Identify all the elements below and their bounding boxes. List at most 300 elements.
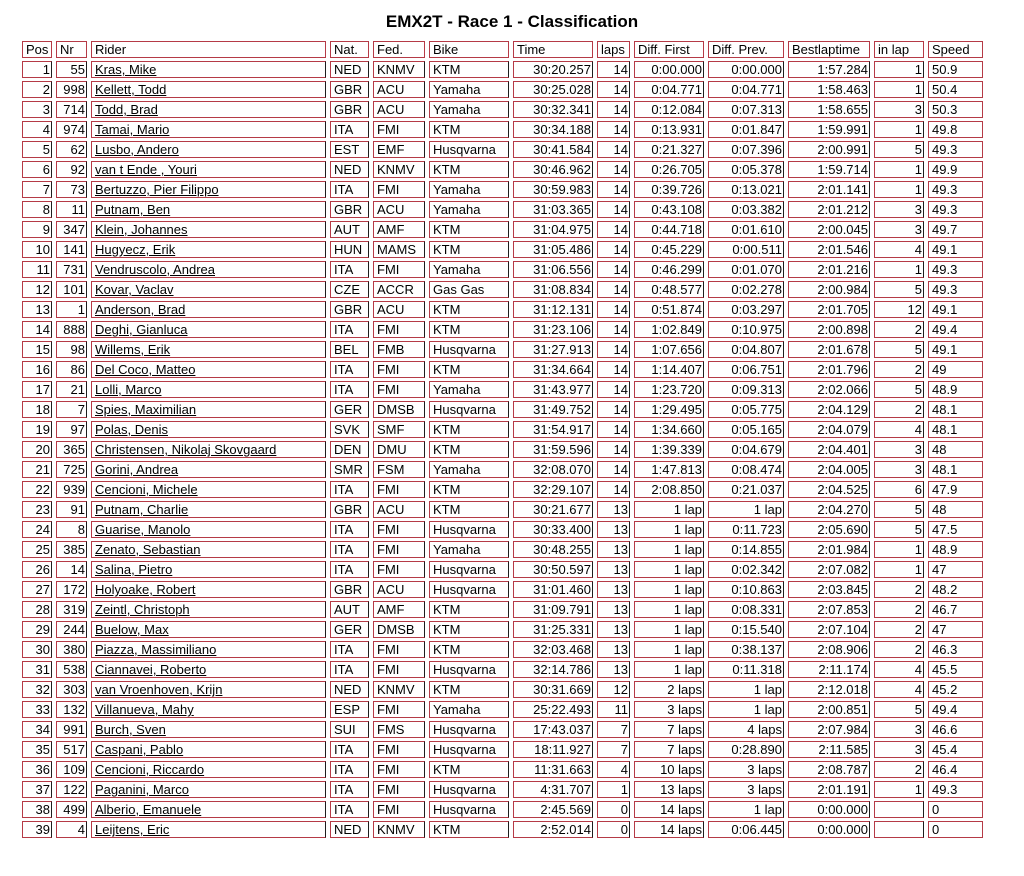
cell-speed: 49.1: [928, 301, 983, 318]
cell-rider: [91, 681, 326, 698]
cell-nat: ITA: [330, 641, 369, 658]
cell-rider: [91, 541, 326, 558]
cell-nat: ITA: [330, 741, 369, 758]
cell-speed: 49.3: [928, 781, 983, 798]
cell-time: 31:09.791: [513, 601, 593, 618]
cell-nr: 499: [56, 801, 87, 818]
cell-rider: [91, 501, 326, 518]
table-row: [22, 341, 983, 358]
rider-link[interactable]: Salina, Pietro: [95, 562, 173, 577]
cell-diff-prev: 0:14.855: [708, 541, 784, 558]
cell-nat: ITA: [330, 361, 369, 378]
rider-link[interactable]: Christensen, Nikolaj Skovgaard: [95, 442, 277, 457]
cell-diff-first: 0:44.718: [634, 221, 704, 238]
cell-laps: 13: [597, 501, 630, 518]
table-row: [22, 481, 983, 498]
cell-bestlaptime: 2:04.129: [788, 401, 870, 418]
cell-pos: 20: [22, 441, 52, 458]
cell-in-lap: 2: [874, 641, 924, 658]
cell-in-lap: 5: [874, 141, 924, 158]
rider-link[interactable]: Piazza, Massimiliano: [95, 642, 217, 657]
rider-link[interactable]: Ciannavei, Roberto: [95, 662, 207, 677]
cell-speed: 45.2: [928, 681, 983, 698]
cell-diff-first: 0:48.577: [634, 281, 704, 298]
cell-diff-prev: 0:07.313: [708, 101, 784, 118]
cell-fed: FMI: [373, 381, 425, 398]
cell-rider: [91, 441, 326, 458]
cell-diff-prev: 0:05.378: [708, 161, 784, 178]
cell-diff-first: 0:00.000: [634, 61, 704, 78]
table-row: [22, 101, 983, 118]
cell-fed: KNMV: [373, 61, 425, 78]
table-row: [22, 261, 983, 278]
rider-link[interactable]: Burch, Sven: [95, 722, 166, 737]
cell-bestlaptime: 2:04.401: [788, 441, 870, 458]
cell-speed: 49.3: [928, 181, 983, 198]
cell-time: 31:12.131: [513, 301, 593, 318]
cell-in-lap: 2: [874, 401, 924, 418]
cell-rider: [91, 181, 326, 198]
cell-diff-prev: 0:05.775: [708, 401, 784, 418]
cell-diff-first: 1 lap: [634, 581, 704, 598]
cell-in-lap: 12: [874, 301, 924, 318]
cell-bestlaptime: 2:01.796: [788, 361, 870, 378]
column-header-time: Time: [513, 41, 593, 58]
cell-laps: 4: [597, 761, 630, 778]
cell-speed: 50.3: [928, 101, 983, 118]
cell-pos: 10: [22, 241, 52, 258]
cell-speed: 48.2: [928, 581, 983, 598]
cell-in-lap: 3: [874, 721, 924, 738]
cell-in-lap: 1: [874, 81, 924, 98]
cell-speed: 49.4: [928, 321, 983, 338]
cell-diff-first: 1:34.660: [634, 421, 704, 438]
rider-link[interactable]: Willems, Erik: [95, 342, 171, 357]
rider-link[interactable]: Alberio, Emanuele: [95, 802, 202, 817]
cell-rider: [91, 161, 326, 178]
cell-time: 31:03.365: [513, 201, 593, 218]
cell-time: 32:29.107: [513, 481, 593, 498]
rider-link[interactable]: Gorini, Andrea: [95, 462, 179, 477]
cell-bestlaptime: 2:11.174: [788, 661, 870, 678]
rider-link[interactable]: Guarise, Manolo: [95, 522, 191, 537]
cell-in-lap: 5: [874, 501, 924, 518]
cell-time: 30:25.028: [513, 81, 593, 98]
cell-diff-first: 1 lap: [634, 601, 704, 618]
cell-nat: ITA: [330, 661, 369, 678]
cell-pos: 15: [22, 341, 52, 358]
cell-nr: 1: [56, 301, 87, 318]
cell-diff-first: 0:45.229: [634, 241, 704, 258]
column-header-nr: Nr: [56, 41, 87, 58]
cell-bestlaptime: 2:07.984: [788, 721, 870, 738]
column-header-nat: Nat.: [330, 41, 369, 58]
cell-diff-first: 1:02.849: [634, 321, 704, 338]
rider-link[interactable]: Kellett, Todd: [95, 82, 167, 97]
table-row: [22, 821, 983, 838]
cell-time: 30:21.677: [513, 501, 593, 518]
rider-link[interactable]: Kras, Mike: [95, 62, 157, 77]
cell-rider: [91, 601, 326, 618]
cell-bestlaptime: 2:01.984: [788, 541, 870, 558]
table-row: [22, 581, 983, 598]
cell-in-lap: 5: [874, 381, 924, 398]
cell-rider: [91, 781, 326, 798]
cell-in-lap: 1: [874, 61, 924, 78]
cell-time: 2:45.569: [513, 801, 593, 818]
table-row: [22, 521, 983, 538]
cell-fed: FMI: [373, 561, 425, 578]
rider-link[interactable]: Putnam, Ben: [95, 202, 171, 217]
cell-speed: 46.6: [928, 721, 983, 738]
cell-diff-first: 1:47.813: [634, 461, 704, 478]
cell-speed: 49.1: [928, 241, 983, 258]
cell-laps: 13: [597, 661, 630, 678]
cell-nat: GER: [330, 621, 369, 638]
cell-nat: ITA: [330, 761, 369, 778]
cell-fed: SMF: [373, 421, 425, 438]
cell-laps: 14: [597, 461, 630, 478]
cell-nat: NED: [330, 821, 369, 838]
cell-in-lap: 3: [874, 221, 924, 238]
cell-diff-prev: 0:03.382: [708, 201, 784, 218]
cell-diff-prev: 0:00.000: [708, 61, 784, 78]
cell-diff-first: 0:43.108: [634, 201, 704, 218]
cell-rider: [91, 381, 326, 398]
table-row: [22, 421, 983, 438]
cell-fed: ACCR: [373, 281, 425, 298]
cell-bike: Yamaha: [429, 381, 509, 398]
cell-bestlaptime: 1:59.991: [788, 121, 870, 138]
cell-nat: DEN: [330, 441, 369, 458]
cell-nat: ITA: [330, 181, 369, 198]
cell-bestlaptime: 2:02.066: [788, 381, 870, 398]
cell-fed: FMI: [373, 481, 425, 498]
cell-bike: Husqvarna: [429, 721, 509, 738]
cell-bike: Yamaha: [429, 461, 509, 478]
cell-nat: ITA: [330, 321, 369, 338]
cell-time: 31:08.834: [513, 281, 593, 298]
rider-link[interactable]: Zeintl, Christoph: [95, 602, 190, 617]
cell-rider: [91, 661, 326, 678]
cell-speed: 47: [928, 621, 983, 638]
table-row: [22, 741, 983, 758]
column-header-diff-prev: Diff. Prev.: [708, 41, 784, 58]
cell-diff-prev: 0:01.610: [708, 221, 784, 238]
cell-rider: [91, 341, 326, 358]
cell-bestlaptime: 2:00.991: [788, 141, 870, 158]
cell-pos: 25: [22, 541, 52, 558]
column-header-fed: Fed.: [373, 41, 425, 58]
cell-laps: 14: [597, 121, 630, 138]
cell-time: 31:54.917: [513, 421, 593, 438]
cell-diff-prev: 1 lap: [708, 501, 784, 518]
rider-link[interactable]: Deghi, Gianluca: [95, 322, 188, 337]
cell-pos: 26: [22, 561, 52, 578]
cell-laps: 14: [597, 81, 630, 98]
cell-nr: 4: [56, 821, 87, 838]
cell-pos: 4: [22, 121, 52, 138]
cell-rider: [91, 821, 326, 838]
cell-bestlaptime: 2:11.585: [788, 741, 870, 758]
cell-nr: 92: [56, 161, 87, 178]
cell-rider: [91, 261, 326, 278]
cell-time: 31:59.596: [513, 441, 593, 458]
cell-laps: 14: [597, 201, 630, 218]
rider-link[interactable]: Polas, Denis: [95, 422, 168, 437]
cell-nr: 365: [56, 441, 87, 458]
cell-fed: FMI: [373, 801, 425, 818]
cell-bike: KTM: [429, 121, 509, 138]
cell-laps: 14: [597, 141, 630, 158]
cell-time: 31:04.975: [513, 221, 593, 238]
rider-link[interactable]: Paganini, Marco: [95, 782, 189, 797]
cell-time: 31:43.977: [513, 381, 593, 398]
table-row: [22, 321, 983, 338]
cell-diff-prev: 0:11.723: [708, 521, 784, 538]
cell-bestlaptime: 2:08.906: [788, 641, 870, 658]
cell-bike: KTM: [429, 361, 509, 378]
rider-link[interactable]: Buelow, Max: [95, 622, 169, 637]
cell-time: 31:34.664: [513, 361, 593, 378]
cell-time: 31:05.486: [513, 241, 593, 258]
cell-nat: ITA: [330, 781, 369, 798]
cell-diff-first: 0:39.726: [634, 181, 704, 198]
cell-pos: 33: [22, 701, 52, 718]
table-row: [22, 121, 983, 138]
cell-pos: 22: [22, 481, 52, 498]
rider-link[interactable]: Holyoake, Robert: [95, 582, 196, 597]
cell-pos: 21: [22, 461, 52, 478]
cell-fed: FMI: [373, 321, 425, 338]
cell-fed: DMU: [373, 441, 425, 458]
rider-link[interactable]: Cencioni, Michele: [95, 482, 198, 497]
cell-bike: KTM: [429, 621, 509, 638]
cell-in-lap: 2: [874, 621, 924, 638]
table-row: [22, 141, 983, 158]
rider-link[interactable]: Bertuzzo, Pier Filippo: [95, 182, 219, 197]
rider-link[interactable]: Klein, Johannes: [95, 222, 188, 237]
rider-link[interactable]: Tamai, Mario: [95, 122, 170, 137]
cell-diff-first: 1 lap: [634, 621, 704, 638]
cell-pos: 39: [22, 821, 52, 838]
rider-link[interactable]: van t Ende , Youri: [95, 162, 197, 177]
cell-laps: 13: [597, 601, 630, 618]
cell-diff-prev: 0:02.278: [708, 281, 784, 298]
cell-time: 30:50.597: [513, 561, 593, 578]
cell-diff-prev: 0:13.021: [708, 181, 784, 198]
cell-in-lap: 2: [874, 761, 924, 778]
cell-speed: 48: [928, 501, 983, 518]
rider-link[interactable]: Hugyecz, Erik: [95, 242, 176, 257]
cell-pos: 3: [22, 101, 52, 118]
cell-pos: 11: [22, 261, 52, 278]
cell-time: 30:59.983: [513, 181, 593, 198]
cell-fed: ACU: [373, 81, 425, 98]
cell-time: 30:41.584: [513, 141, 593, 158]
cell-speed: 49.7: [928, 221, 983, 238]
cell-laps: 13: [597, 561, 630, 578]
cell-diff-first: 0:21.327: [634, 141, 704, 158]
cell-nat: CZE: [330, 281, 369, 298]
rider-link[interactable]: Del Coco, Matteo: [95, 362, 196, 377]
cell-fed: FMI: [373, 741, 425, 758]
table-row: [22, 81, 983, 98]
cell-nat: GBR: [330, 581, 369, 598]
cell-bike: Yamaha: [429, 541, 509, 558]
cell-bestlaptime: 2:01.678: [788, 341, 870, 358]
cell-diff-prev: 0:10.863: [708, 581, 784, 598]
cell-nr: 141: [56, 241, 87, 258]
cell-speed: 50.4: [928, 81, 983, 98]
rider-link[interactable]: Villanueva, Mahy: [95, 702, 194, 717]
rider-link[interactable]: Cencioni, Riccardo: [95, 762, 205, 777]
cell-pos: 36: [22, 761, 52, 778]
cell-bike: Gas Gas: [429, 281, 509, 298]
cell-diff-first: 1 lap: [634, 661, 704, 678]
rider-link[interactable]: Kovar, Vaclav: [95, 282, 174, 297]
cell-diff-first: 1:07.656: [634, 341, 704, 358]
cell-pos: 9: [22, 221, 52, 238]
cell-nat: EST: [330, 141, 369, 158]
cell-pos: 19: [22, 421, 52, 438]
rider-link[interactable]: Lolli, Marco: [95, 382, 162, 397]
cell-bestlaptime: 2:12.018: [788, 681, 870, 698]
cell-diff-prev: 0:02.342: [708, 561, 784, 578]
cell-bike: Husqvarna: [429, 801, 509, 818]
rider-link[interactable]: Todd, Brad: [95, 102, 158, 117]
cell-fed: DMSB: [373, 621, 425, 638]
cell-nat: NED: [330, 61, 369, 78]
cell-bike: Husqvarna: [429, 401, 509, 418]
cell-bike: Yamaha: [429, 201, 509, 218]
cell-laps: 14: [597, 241, 630, 258]
cell-nat: GBR: [330, 301, 369, 318]
cell-bike: Husqvarna: [429, 581, 509, 598]
cell-bestlaptime: 1:58.655: [788, 101, 870, 118]
cell-in-lap: 6: [874, 481, 924, 498]
cell-fed: ACU: [373, 581, 425, 598]
cell-diff-prev: 4 laps: [708, 721, 784, 738]
table-row: [22, 361, 983, 378]
cell-nr: 538: [56, 661, 87, 678]
cell-bike: KTM: [429, 321, 509, 338]
cell-bestlaptime: 2:04.525: [788, 481, 870, 498]
cell-nat: ITA: [330, 541, 369, 558]
cell-bestlaptime: 1:58.463: [788, 81, 870, 98]
cell-fed: FMI: [373, 261, 425, 278]
cell-diff-prev: 0:04.679: [708, 441, 784, 458]
cell-nr: 380: [56, 641, 87, 658]
cell-laps: 14: [597, 281, 630, 298]
cell-pos: 6: [22, 161, 52, 178]
cell-pos: 30: [22, 641, 52, 658]
cell-pos: 12: [22, 281, 52, 298]
cell-laps: 14: [597, 421, 630, 438]
cell-time: 31:25.331: [513, 621, 593, 638]
cell-diff-prev: 0:07.396: [708, 141, 784, 158]
cell-bestlaptime: 2:00.045: [788, 221, 870, 238]
cell-diff-prev: 3 laps: [708, 781, 784, 798]
table-row: [22, 281, 983, 298]
cell-in-lap: 3: [874, 201, 924, 218]
cell-time: 32:08.070: [513, 461, 593, 478]
cell-in-lap: 1: [874, 161, 924, 178]
cell-diff-prev: 0:00.511: [708, 241, 784, 258]
cell-diff-first: 1 lap: [634, 501, 704, 518]
cell-diff-prev: 0:15.540: [708, 621, 784, 638]
cell-nr: 172: [56, 581, 87, 598]
cell-laps: 1: [597, 781, 630, 798]
cell-laps: 0: [597, 801, 630, 818]
rider-link[interactable]: Caspani, Pablo: [95, 742, 184, 757]
cell-nr: 86: [56, 361, 87, 378]
table-row: [22, 701, 983, 718]
cell-pos: 34: [22, 721, 52, 738]
cell-speed: 49.3: [928, 201, 983, 218]
column-header-diff-first: Diff. First: [634, 41, 704, 58]
rider-link[interactable]: Anderson, Brad: [95, 302, 186, 317]
table-row: [22, 781, 983, 798]
cell-fed: FMI: [373, 761, 425, 778]
cell-fed: MAMS: [373, 241, 425, 258]
cell-pos: 27: [22, 581, 52, 598]
cell-nr: 714: [56, 101, 87, 118]
cell-nr: 725: [56, 461, 87, 478]
column-header-bike: Bike: [429, 41, 509, 58]
rider-link[interactable]: Spies, Maximilian: [95, 402, 197, 417]
rider-link[interactable]: Zenato, Sebastian: [95, 542, 201, 557]
cell-rider: [91, 801, 326, 818]
cell-diff-prev: 0:09.313: [708, 381, 784, 398]
cell-nat: ITA: [330, 481, 369, 498]
cell-nr: 998: [56, 81, 87, 98]
cell-speed: 46.3: [928, 641, 983, 658]
cell-diff-first: 10 laps: [634, 761, 704, 778]
cell-laps: 7: [597, 721, 630, 738]
table-row: [22, 241, 983, 258]
cell-rider: [91, 81, 326, 98]
column-header-laps: laps: [597, 41, 630, 58]
cell-bestlaptime: 2:07.082: [788, 561, 870, 578]
cell-nat: GBR: [330, 201, 369, 218]
rider-link[interactable]: Putnam, Charlie: [95, 502, 189, 517]
cell-in-lap: 2: [874, 581, 924, 598]
cell-diff-prev: 3 laps: [708, 761, 784, 778]
cell-laps: 14: [597, 261, 630, 278]
cell-bike: KTM: [429, 601, 509, 618]
cell-speed: 46.7: [928, 601, 983, 618]
cell-diff-prev: 0:06.445: [708, 821, 784, 838]
cell-in-lap: 1: [874, 261, 924, 278]
cell-nr: 73: [56, 181, 87, 198]
table-row: [22, 561, 983, 578]
table-row: [22, 441, 983, 458]
cell-pos: 24: [22, 521, 52, 538]
cell-speed: 46.4: [928, 761, 983, 778]
cell-rider: [91, 321, 326, 338]
table-row: [22, 661, 983, 678]
rider-link[interactable]: Leijtens, Eric: [95, 822, 170, 837]
cell-bike: Yamaha: [429, 101, 509, 118]
rider-link[interactable]: van Vroenhoven, Krijn: [95, 682, 223, 697]
table-row: [22, 621, 983, 638]
table-row: [22, 601, 983, 618]
rider-link[interactable]: Lusbo, Andero: [95, 142, 179, 157]
cell-bestlaptime: 2:07.104: [788, 621, 870, 638]
rider-link[interactable]: Vendruscolo, Andrea: [95, 262, 215, 277]
cell-bestlaptime: 2:07.853: [788, 601, 870, 618]
